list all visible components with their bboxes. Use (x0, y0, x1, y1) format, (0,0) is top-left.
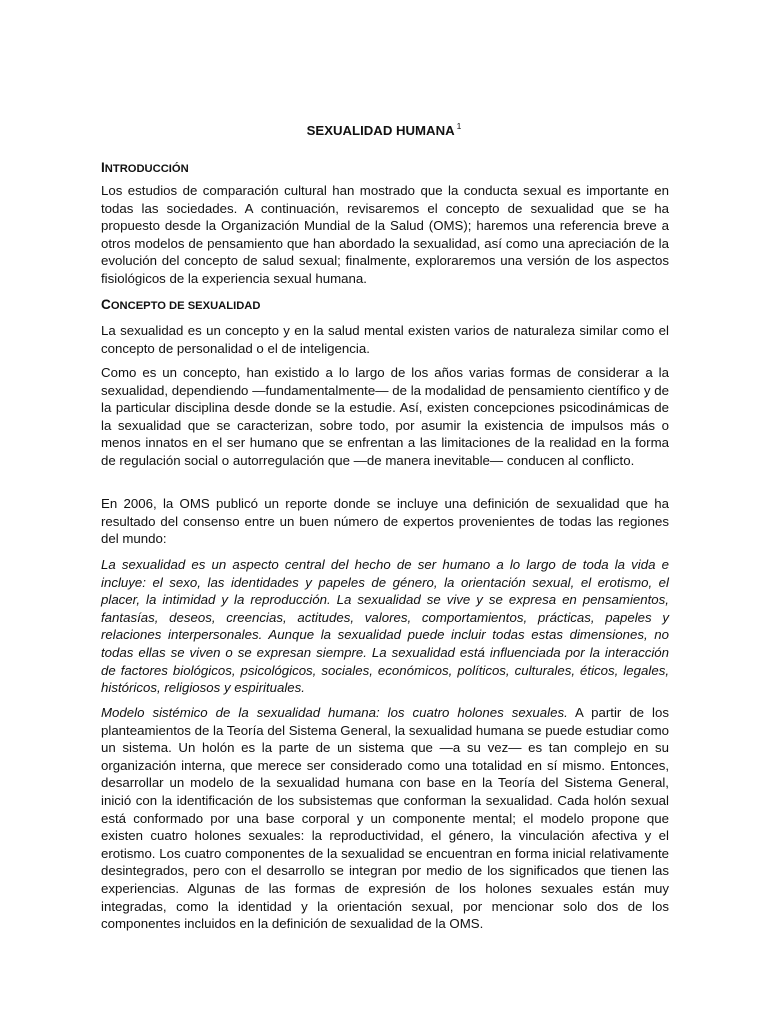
heading-introduccion (101, 160, 189, 175)
heading-initial: C (101, 297, 111, 312)
title-text: SEXUALIDAD HUMANA (306, 123, 455, 138)
paragraph-introduccion: Los estudios de comparación cultural han mostrado que la conducta sexual es importante en todas las sociedades. A continuación, revisaremos el concepto de sexualidad que se ha propuesto desde la Organización Mundial de la Salud (OMS); haremos una referencia breve a otros modelos de pensamiento que han abordado la sexualidad, así como una apreciación de la evolución del concepto de salud sexual; finalmente, exploraremos una versión de los aspectos fisiológicos de la experiencia sexual humana. (101, 183, 669, 286)
paragraph-concepto-2: Como es un concepto, han existido a lo largo de los años varias formas de considerar a la sexualidad, dependiendo —fundamentalmente— de la modalidad de pensamiento científico y de la particular disciplina desde donde se la estudie. Así, existen concepciones psicodinámicas de la sexualidad que se caracterizan, sobre todo, por asumir la existencia de impulsos más o menos innatos en el ser humano que se enfrentan a las limitaciones de la realidad en la forma de regulación social o autorregulación que —de manera inevitable— conducen al conflicto. (101, 365, 669, 468)
document-title (0, 121, 768, 138)
heading-concepto (101, 297, 260, 312)
paragraph-oms-definition: La sexualidad es un aspecto central del hecho de ser humano a lo largo de toda la vida e incluye: el sexo, las identidades y papeles de género, la orientación sexual, el erotismo, el placer, la intimidad y la reproducción. La sexualidad se vive y se expresa en pensamientos, fantasías, deseos, creencias, actitudes, valores, comportamientos, prácticas, papeles y relaciones interpersonales. Aunque la sexualidad puede incluir todas estas dimensiones, no todas ellas se viven o se expresan siempre. La sexualidad está influenciada por la interacción de factores biológicos, psicológicos, sociales, económicos, políticos, culturales, éticos, legales, históricos, religiosos y espirituales. (101, 557, 669, 696)
footnote-reference: 1 (456, 121, 462, 131)
heading-rest: NTRODUCCIÓN (104, 163, 189, 175)
paragraph-concepto-1: La sexualidad es un concepto y en la salud mental existen varios de naturaleza similar como el concepto de personalidad o el de inteligencia. (101, 323, 669, 356)
modelo-lead: Modelo sistémico de la sexualidad humana: los cuatro holones sexuales. (101, 705, 568, 720)
modelo-body: A partir de los planteamientos de la Teoría del Sistema General, la sexualidad humana se puede estudiar como un sistema. Un holón es la parte de un sistema que —a su vez— es tan complejo en su organización interna, que merece ser considerado como una totalidad en sí mismo. Entonces, desarrollar un modelo de la sexualidad humana con base en la Teoría del Sistema General, inició con la identificación de los subsistemas que conforman la sexualidad. Cada holón sexual está conformado por una base corporal y un componente mental; el modelo propone que existen cuatro holones sexuales: la reproductividad, el género, la vinculación afectiva y el erotismo. Los cuatro componentes de la sexualidad se encuentran en forma inicial relativamente desintegrados, pero con el desarrollo se integran por medio de los significados que tienen las experiencias. Algunas de las formas de expresión de los holones sexuales están muy integradas, como la identidad y la orientación sexual, por mencionar solo dos de los componentes incluidos en la definición de sexualidad de la OMS. (101, 705, 669, 932)
heading-rest: ONCEPTO DE SEXUALIDAD (110, 300, 261, 312)
paragraph-modelo-sistemico (101, 704, 669, 933)
paragraph-oms-report: En 2006, la OMS publicó un reporte donde se incluye una definición de sexualidad que ha resultado del consenso entre un buen número de expertos provenientes de todas las regiones del mundo: (101, 496, 669, 547)
heading-initial: I (101, 160, 105, 175)
